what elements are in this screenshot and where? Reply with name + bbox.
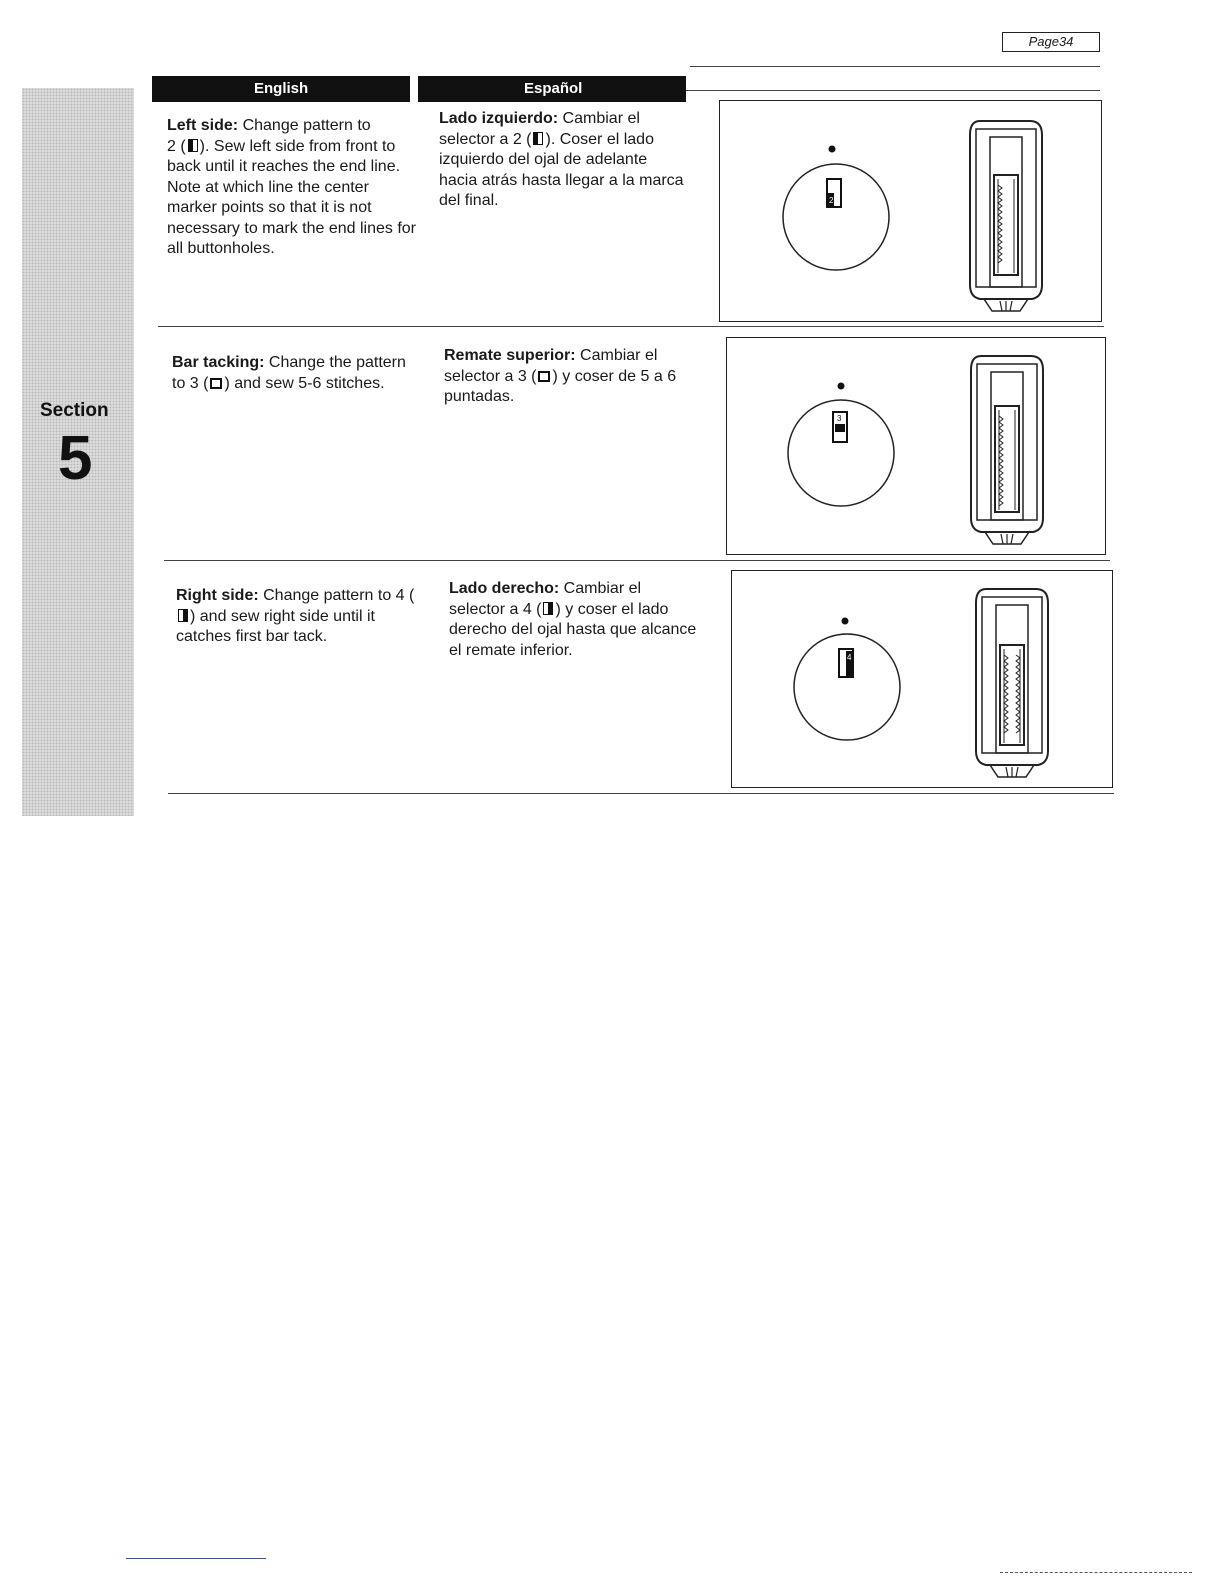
dial-label: 2 [829,196,834,205]
step2-es-heading: Remate superior: [444,347,576,364]
footer-rule-left [126,1558,266,1559]
step1-es-heading: Lado izquierdo: [439,110,559,127]
header-marker [418,80,426,99]
presser-foot-icon [976,589,1048,777]
step3-diagram [732,571,1112,787]
step2-en-heading: Bar tacking: [172,354,265,371]
dial-label: 4 [847,653,852,662]
step3-es-heading: Lado derecho: [449,580,560,597]
step1-diagram [720,101,1101,321]
pattern-3-icon [210,378,222,389]
page-number: Page34 [1002,32,1100,52]
step3-spanish-text: Lado derecho: Cambiar el selector a 4 ( ) y coser el lado derecho del ojal hasta que alcance el remate inferior. [449,580,697,659]
top-rule [690,66,1100,67]
section-number: 5 [58,424,93,493]
step3-english-text: Right side: Change pattern to 4 () and sew right side until it catches first bar tack. [176,587,415,645]
step3-illustration [731,570,1113,788]
dial-label-top: 3 [837,414,842,423]
pattern-3-icon [538,371,550,382]
pattern-4-icon [543,602,553,615]
divider-1 [158,326,1104,327]
divider-2 [164,560,1110,561]
step2-illustration [726,337,1106,555]
step2-spanish-text: Remate superior: Cambiar el selector a 3 ( ) y coser de 5 a 6 puntadas. [444,347,677,405]
step2-english-text: Bar tacking: Change the pattern to 3 ( ) and sew 5-6 stitches. [172,354,406,392]
footer-rule-right [1000,1572,1192,1573]
header-espanol: Español [524,80,583,97]
divider-3 [168,793,1114,794]
pattern-2-icon [188,139,198,152]
step1-en-heading: Left side: [167,117,239,134]
presser-foot-icon [971,356,1043,544]
header-rule [686,90,1100,91]
step1-english-text: Left side: Change pattern to 2 ( ). Sew left side from front to back until it reaches the end line. Note at which line the center marker points so that it is not necessary to mark the end lines for all buttonholes. [167,117,417,257]
step2-diagram [727,338,1105,554]
header-divider [410,76,418,102]
pattern-4-icon [178,609,188,622]
step1-illustration [719,100,1102,322]
dial-label-bottom: 1 [837,433,842,442]
section-label: Section [40,400,109,421]
presser-foot-icon [970,121,1042,311]
pattern-2-icon [533,132,543,145]
step3-en-heading: Right side: [176,587,259,604]
header-english: English [254,80,309,97]
step1-spanish-text: Lado izquierdo: Cambiar el selector a 2 ( ). Coser el lado izquierdo del ojal de adelante hacia atrás hasta llegar a la marca del final. [439,110,684,209]
